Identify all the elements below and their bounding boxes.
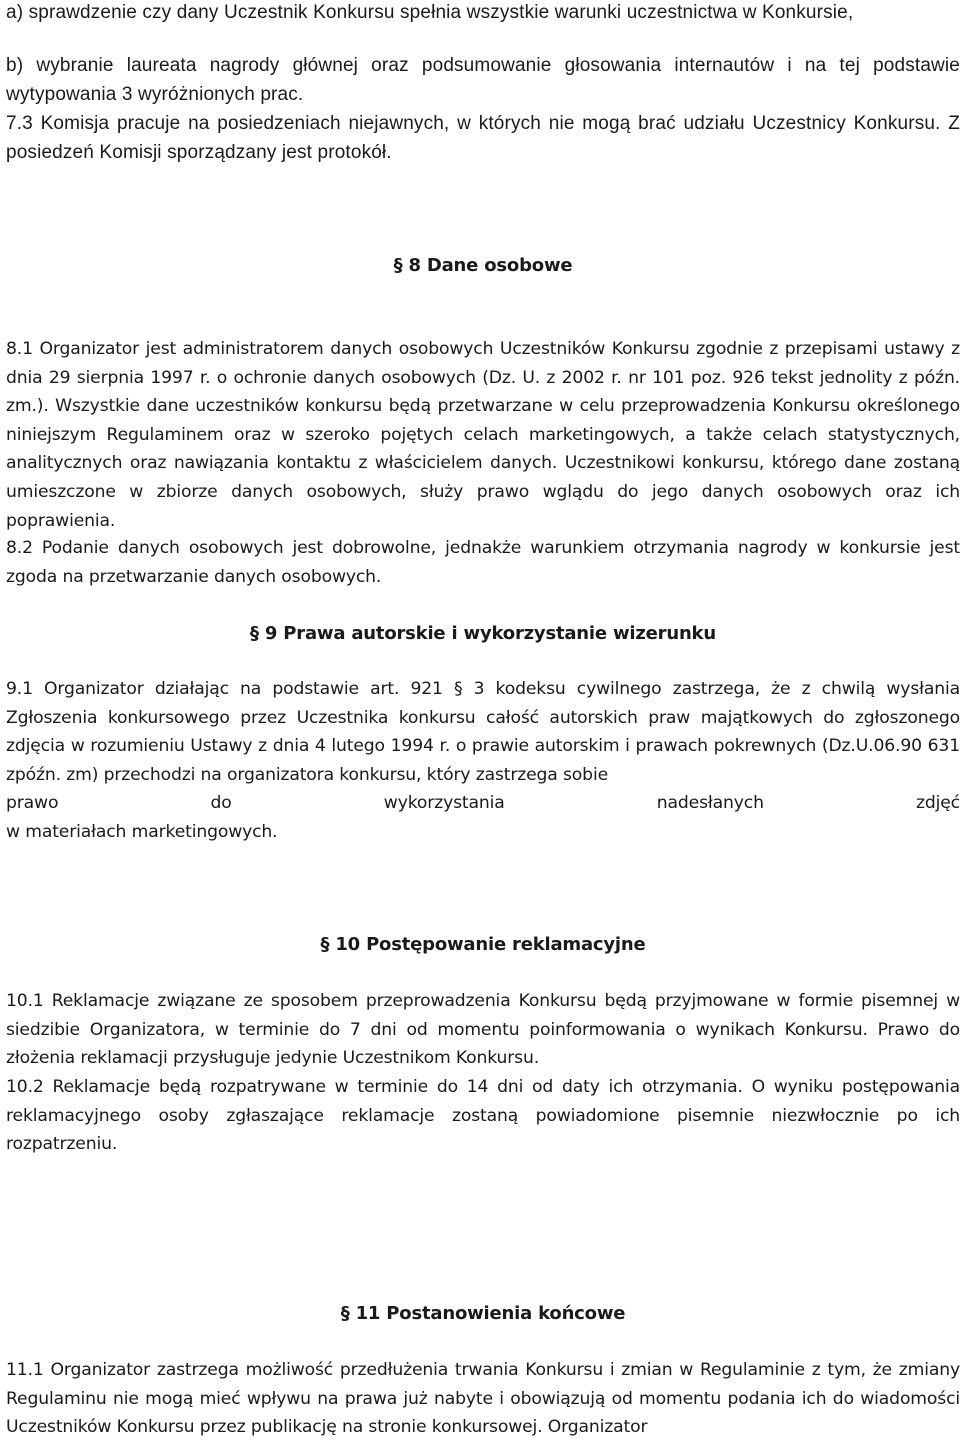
paragraph-9-1-body: 9.1 Organizator działając na podstawie art. 921 § 3 kodeksu cywilnego zastrzega, że z chwilą wysłania Zgłoszenia konkursowego przez Uczestnika konkursu całość autorskich praw majątkowych do zgłoszonego zdjęcia w rozumieniu Ustawy z dnia 4 lutego 1994 r. o prawie autorskim i prawach pokrewnych (Dz.U.06.90 631 zpóźn. zm) przechodzi na organizatora konkursu, który zastrzega sobie [6,679,960,785]
paragraph-8-2: 8.2 Podanie danych osobowych jest dobrowolne, jednakże warunkiem otrzymania nagrody w konkursie jest zgoda na przetwarzanie danych osobowych. [6,538,960,587]
paragraph-7-2-b: b) wybranie laureata nagrody głównej oraz podsumowanie głosowania internautów i na tej podstawie wytypowania 3 wyróżnionych prac. [6,55,960,105]
paragraph-10-2: 10.2 Reklamacje będą rozpatrywane w terminie do 14 dni od daty ich otrzymania. O wyniku postępowania reklamacyjnego osoby zgłaszające reklamacje zostaną powiadomione pisemnie niezwłocznie po ich rozpatrzeniu. [6,1077,960,1155]
paragraph-9-1-last-line: w materiałach marketingowych. [6,821,278,842]
paragraph-7-2-a: a) sprawdzenie czy dany Uczestnik Konkursu spełnia wszystkie warunki uczestnictwa w Konkursie, [6,2,854,23]
paragraph-11-1: 11.1 Organizator zastrzega możliwość przedłużenia trwania Konkursu i zmian w Regulaminie z tym, że zmiany Regulaminu nie mogą mieć wpływu na prawa już nabyte i obowiązują od momentu podania ich do wiadomości Uczestników Konkursu przez publikację na stronie konkursowej. Organizator [6,1360,960,1438]
spread-word: nadesłanych [656,793,764,814]
section-heading-11: § 11 Postanowienia końcowe [340,1303,626,1324]
paragraph-9-1-spread-line [6,789,960,818]
spread-word: prawo [6,793,59,814]
spread-word: wykorzystania [383,793,505,814]
spread-word: zdjęć [915,793,960,814]
section-heading-8: § 8 Dane osobowe [393,255,573,276]
spread-word: do [210,793,232,814]
section-heading-9: § 9 Prawa autorskie i wykorzystanie wizerunku [250,623,716,644]
paragraph-7-3: 7.3 Komisja pracuje na posiedzeniach niejawnych, w których nie mogą brać udziału Uczestnicy Konkursu. Z posiedzeń Komisji sporządzany jest protokół. [6,113,960,163]
section-heading-10: § 10 Postępowanie reklamacyjne [320,934,646,955]
paragraph-10-1: 10.1 Reklamacje związane ze sposobem przeprowadzenia Konkursu będą przyjmowane w formie pisemnej w siedzibie Organizatora, w terminie do 7 dni od momentu poinformowania o wynikach Konkursu. Prawo do złożenia reklamacji przysługuje jedynie Uczestnikom Konkursu. [6,991,960,1069]
paragraph-9-1 [6,675,960,847]
paragraph-8-1: 8.1 Organizator jest administratorem danych osobowych Uczestników Konkursu zgodnie z przepisami ustawy z dnia 29 sierpnia 1997 r. o ochronie danych osobowych (Dz. U. z 2002 r. nr 101 poz. 926 tekst jednolity z późn. zm.). Wszystkie dane uczestników konkursu będą przetwarzane w celu przeprowadzenia Konkursu określonego niniejszym Regulaminem oraz w szeroko pojętych celach marketingowych, a także celach statystycznych, analitycznych oraz nawiązania kontaktu z właścicielem danych. Uczestnikowi konkursu, którego dane zostaną umieszczone w zbiorze danych osobowych, służy prawo wglądu do jego danych osobowych oraz ich poprawienia. [6,339,960,531]
